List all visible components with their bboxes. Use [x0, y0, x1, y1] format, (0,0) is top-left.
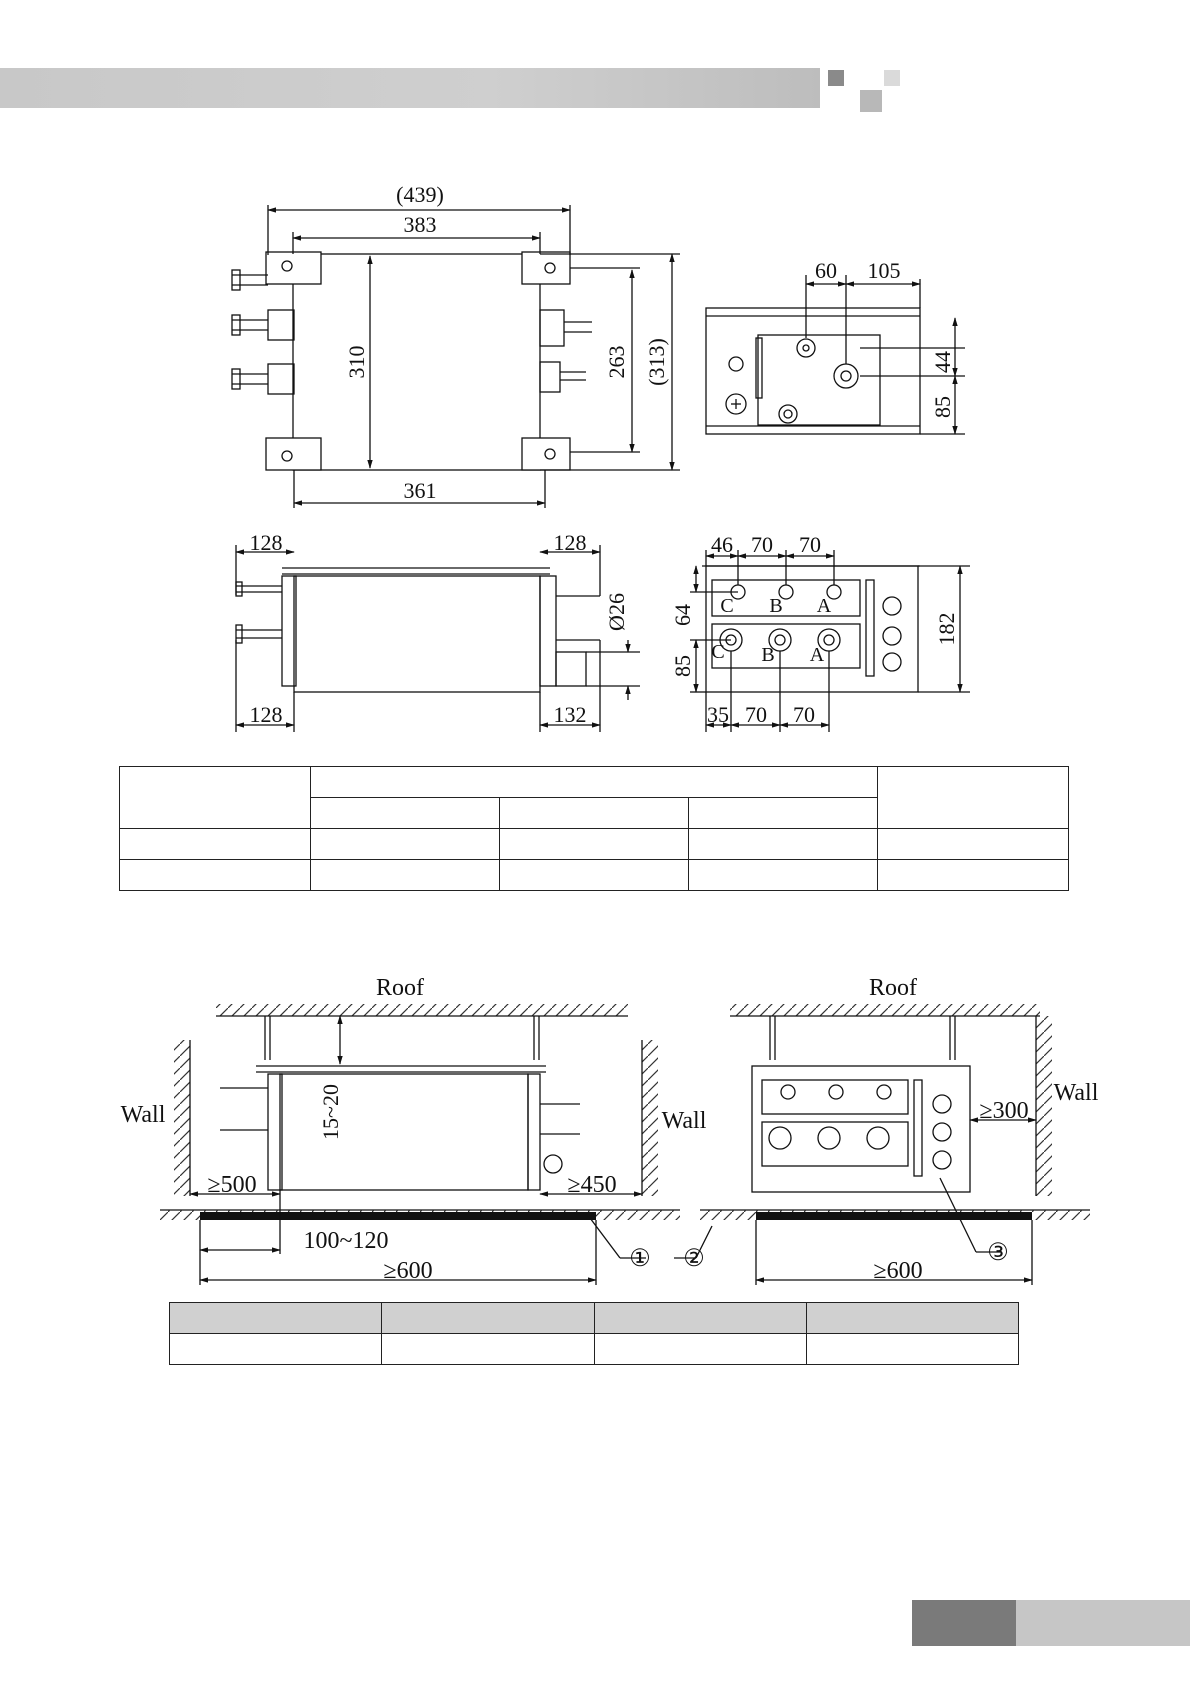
port-label-b-lower: B — [761, 644, 775, 666]
dim-diameter: Ø26 — [604, 593, 629, 631]
table-row — [120, 860, 1069, 891]
dim-body-width: 383 — [403, 212, 437, 237]
table-cell — [120, 860, 311, 891]
dim-bottom-left: 128 — [249, 702, 283, 727]
dim-side-left-1: 64 — [670, 604, 695, 626]
end-view-top — [706, 275, 965, 434]
table-cell — [382, 1303, 594, 1334]
dim-left-clearance: ≥500 — [207, 1172, 257, 1198]
dim-top-right: 128 — [553, 530, 587, 555]
dim-top-left: 128 — [249, 530, 283, 555]
table-cell — [120, 767, 311, 829]
table-cell — [170, 1303, 382, 1334]
dim-d2: 105 — [867, 258, 901, 283]
table-cell — [500, 798, 689, 829]
table-cell — [594, 1303, 806, 1334]
table-cell — [311, 767, 878, 798]
installation-side — [700, 1004, 1090, 1285]
table-cell — [806, 1303, 1018, 1334]
label-wall-right: Wall — [661, 1108, 707, 1134]
dim-side-top-1: 46 — [711, 532, 733, 557]
table-cell — [311, 860, 500, 891]
dim-overall-depth: (313) — [644, 338, 669, 386]
table-cell — [500, 860, 689, 891]
port-label-a-lower: A — [809, 644, 825, 666]
dim-gap-vertical: 15~20 — [318, 1084, 343, 1140]
table-cell — [311, 798, 500, 829]
port-label-c-lower: C — [711, 641, 725, 663]
port-label-c-upper: C — [720, 595, 734, 617]
table-header-row — [170, 1303, 1019, 1334]
dim-side-bottom-3: 70 — [793, 702, 815, 727]
table-cell — [120, 829, 311, 860]
dim-bottom-width: 361 — [403, 478, 437, 503]
label-roof-right: Roof — [869, 975, 917, 1001]
table-cell — [689, 860, 878, 891]
table-cell — [878, 767, 1069, 829]
label-wall-left: Wall — [120, 1102, 166, 1128]
dim-side-hole-width: ≥600 — [873, 1258, 923, 1284]
spec-table-parts — [169, 1302, 1019, 1365]
footer-bar-dark — [912, 1600, 1016, 1646]
table-cell — [170, 1334, 382, 1365]
callout-3: ③ — [987, 1240, 1009, 1266]
dim-side-bottom-1: 35 — [707, 702, 729, 727]
side-view — [690, 550, 970, 732]
table-cell — [689, 829, 878, 860]
table-row — [120, 829, 1069, 860]
table-row — [170, 1334, 1019, 1365]
table-cell — [594, 1334, 806, 1365]
label-roof-left: Roof — [376, 975, 424, 1001]
spec-table-dimensions — [119, 766, 1069, 891]
table-cell — [311, 829, 500, 860]
table-cell — [878, 860, 1069, 891]
dim-side-left-2: 85 — [670, 655, 695, 677]
dim-d3: 44 — [930, 351, 955, 373]
footer-bar-light — [1016, 1600, 1190, 1646]
port-label-a-upper: A — [816, 595, 832, 617]
dim-overall-width: (439) — [396, 182, 444, 207]
dim-bottom-right: 132 — [553, 702, 587, 727]
dim-side-height: 182 — [934, 612, 959, 646]
dim-d4: 85 — [930, 396, 955, 418]
dim-right-clearance: ≥450 — [567, 1172, 617, 1198]
installation-front — [160, 1004, 712, 1285]
dim-side-top-2: 70 — [751, 532, 773, 557]
table-cell — [382, 1334, 594, 1365]
dim-body-depth: 310 — [344, 345, 369, 379]
callout-1: ① — [629, 1246, 651, 1272]
dim-side-bottom-2: 70 — [745, 702, 767, 727]
table-cell — [806, 1334, 1018, 1365]
dim-hole-offset: 100~120 — [303, 1228, 389, 1254]
port-label-b-upper: B — [769, 595, 783, 617]
dim-hole-width: ≥600 — [383, 1258, 433, 1284]
dim-side-clearance: ≥300 — [979, 1098, 1029, 1124]
callout-2: ② — [683, 1246, 705, 1272]
dim-d1: 60 — [815, 258, 837, 283]
dim-side-top-3: 70 — [799, 532, 821, 557]
dim-mount-depth: 263 — [604, 345, 629, 379]
table-cell — [500, 829, 689, 860]
table-cell — [878, 829, 1069, 860]
table-cell — [689, 798, 878, 829]
label-wall-far-right: Wall — [1053, 1080, 1099, 1106]
